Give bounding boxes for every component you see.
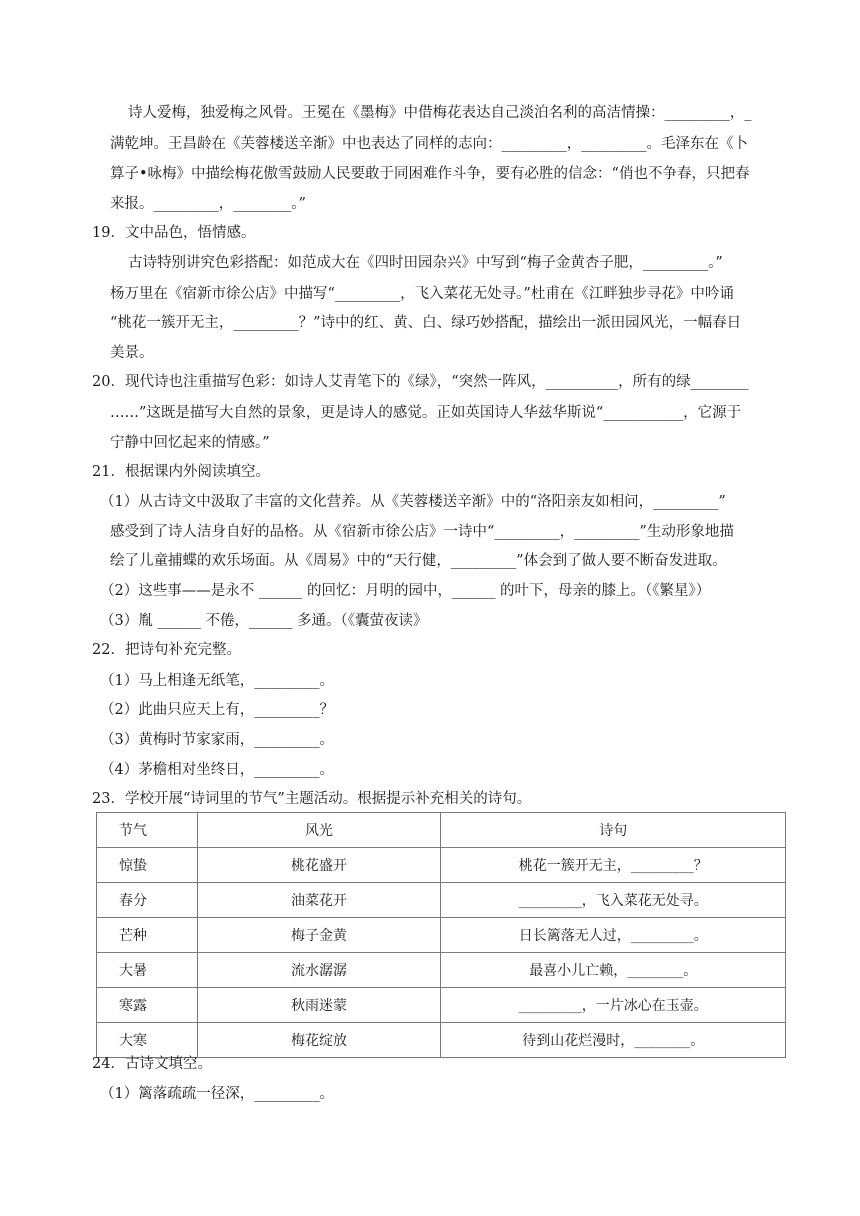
question-22-part-2: （2）此曲只应天上有，_________？ bbox=[100, 702, 334, 718]
table-cell-term: 惊蛰 bbox=[97, 848, 198, 883]
table-row bbox=[97, 1023, 786, 1058]
table-cell-scenery: 流水潺潺 bbox=[197, 953, 441, 988]
paragraph-19-line-2: 杨万里在《宿新市徐公店》中描写“_________，飞入菜花无处寻。”杜甫在《江畔独步寻花》中吟诵 bbox=[110, 286, 734, 302]
question-22-part-4: （4）茅檐相对坐终日，_________。 bbox=[100, 762, 334, 778]
question-21-part-3: （3）胤 ______ 不倦，______ 多通。（《囊萤夜读》 bbox=[100, 613, 428, 629]
question-23-title: 23．学校开展“诗词里的节气”主题活动。根据提示补充相关的诗句。 bbox=[92, 791, 532, 807]
table-row bbox=[97, 848, 786, 883]
table-header-row bbox=[97, 813, 786, 848]
question-21-part-1-line-1: （1）从古诗文中汲取了丰富的文化营养。从《芙蓉楼送辛渐》中的“洛阳亲友如相问，_________” bbox=[100, 494, 726, 510]
paragraph-18-line-3: 算子•咏梅》中描绘梅花傲雪鼓励人民要敢于同困难作斗争，要有必胜的信念：“俏也不争春，只把春 bbox=[110, 166, 750, 182]
question-24-part-1: （1）篱落疏疏一径深，_________。 bbox=[100, 1086, 334, 1102]
table-cell-term: 寒露 bbox=[97, 988, 198, 1023]
table-header-cell: 风光 bbox=[197, 813, 441, 848]
question-20-line-2: ……”这既是描写大自然的景象，更是诗人的感觉。正如英国诗人华兹华斯说“___________，它源于 bbox=[110, 405, 742, 421]
question-22-part-3: （3）黄梅时节家家雨，_________。 bbox=[100, 732, 334, 748]
paragraph-18-line-4: 来报。_________，________。” bbox=[110, 196, 306, 212]
table-header-cell: 节气 bbox=[97, 813, 198, 848]
solar-terms-table bbox=[96, 812, 786, 1058]
table-row bbox=[97, 918, 786, 953]
table-cell-term: 大暑 bbox=[97, 953, 198, 988]
table-cell-poem: 日长篱落无人过，_________。 bbox=[441, 918, 786, 953]
table-cell-poem: 最喜小儿亡赖，________。 bbox=[441, 953, 786, 988]
table-cell-poem: _________，飞入菜花无处寻。 bbox=[441, 883, 786, 918]
table-header-cell: 诗句 bbox=[441, 813, 786, 848]
table-cell-poem: _________，一片冰心在玉壶。 bbox=[441, 988, 786, 1023]
paragraph-19-line-3: “桃花一簇开无主，_________？”诗中的红、黄、白、绿巧妙搭配，描绘出一派田园风光，一幅春日 bbox=[110, 315, 742, 331]
question-19-title: 19．文中品色，悟情感。 bbox=[92, 225, 256, 241]
question-20-line-3: 宁静中回忆起来的情感。” bbox=[110, 435, 270, 451]
table-cell-scenery: 梅子金黄 bbox=[197, 918, 441, 953]
question-22-part-1: （1）马上相逢无纸笔，_________。 bbox=[100, 673, 334, 689]
table-cell-term: 春分 bbox=[97, 883, 198, 918]
table-row bbox=[97, 883, 786, 918]
table-cell-poem: 待到山花烂漫时，________。 bbox=[441, 1023, 786, 1058]
paragraph-18-line-1: 诗人爱梅，独爱梅之风骨。王冕在《墨梅》中借梅花表达自己淡泊名利的高洁情操：_________，_ bbox=[128, 105, 752, 121]
table-cell-scenery: 梅花绽放 bbox=[197, 1023, 441, 1058]
question-24-title: 24．古诗文填空。 bbox=[92, 1056, 212, 1072]
table-row bbox=[97, 988, 786, 1023]
table-cell-scenery: 油菜花开 bbox=[197, 883, 441, 918]
question-22-title: 22．把诗句补充完整。 bbox=[92, 642, 241, 658]
table-cell-term: 芒种 bbox=[97, 918, 198, 953]
question-21-part-1-line-3: 绘了儿童捕蝶的欢乐场面。从《周易》中的“天行健，_________”体会到了做人要不断奋发进取。 bbox=[110, 553, 727, 569]
table-cell-scenery: 桃花盛开 bbox=[197, 848, 441, 883]
question-21-title: 21．根据课内外阅读填空。 bbox=[92, 464, 270, 480]
paragraph-19-line-1: 古诗特别讲究色彩搭配：如范成大在《四时田园杂兴》中写到“梅子金黄杏子肥，_________。” bbox=[128, 255, 723, 271]
table-cell-term: 大寒 bbox=[97, 1023, 198, 1058]
paragraph-19-line-4: 美景。 bbox=[110, 345, 154, 361]
table-cell-scenery: 秋雨迷蒙 bbox=[197, 988, 441, 1023]
table-cell-poem: 桃花一簇开无主，_________？ bbox=[441, 848, 786, 883]
question-21-part-2: （2）这些事——是永不 ______ 的回忆：月明的园中，______ 的叶下，母亲的膝上。（《繁星》） bbox=[100, 583, 711, 599]
question-20-line-1: 20．现代诗也注重描写色彩：如诗人艾青笔下的《绿》，“突然一阵风，__________，所有的绿________ bbox=[92, 374, 749, 390]
table-row bbox=[97, 953, 786, 988]
paragraph-18-line-2: 满乾坤。王昌龄在《芙蓉楼送辛渐》中也表达了同样的志向：_________，_________。毛泽东在《卜 bbox=[110, 136, 748, 152]
question-21-part-1-line-2: 感受到了诗人洁身自好的品格。从《宿新市徐公店》一诗中“_________，_________”生动形象地描 bbox=[110, 524, 734, 540]
